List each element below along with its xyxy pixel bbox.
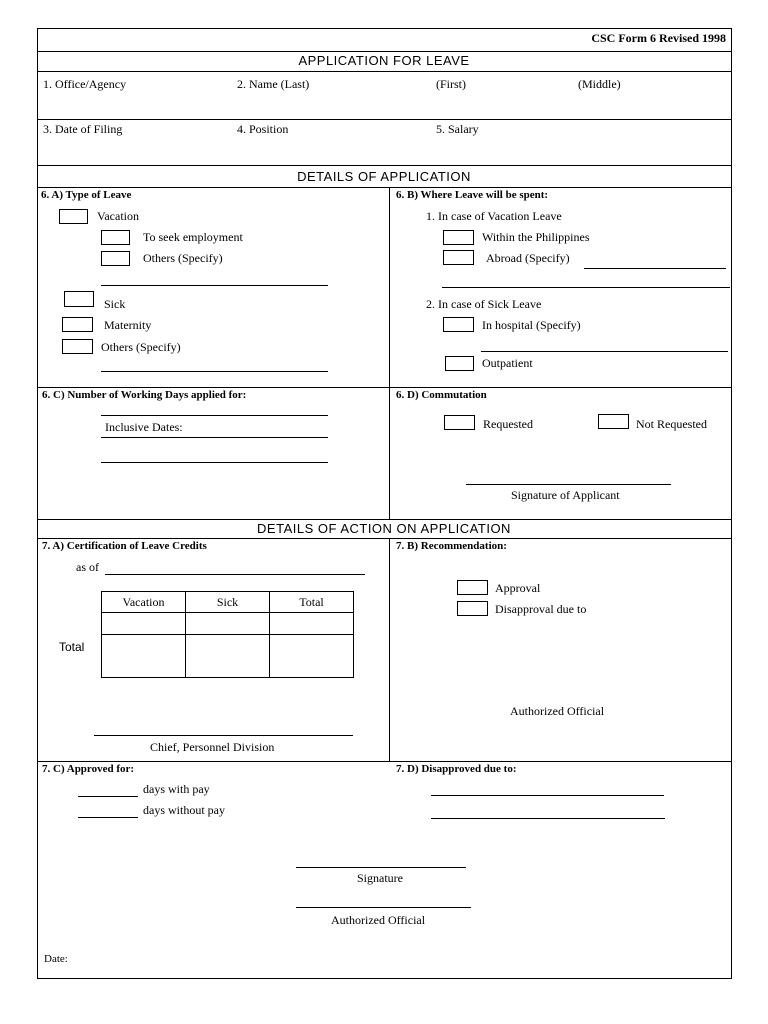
form-title: APPLICATION FOR LEAVE xyxy=(298,53,470,68)
row-total-label: Total xyxy=(59,640,85,654)
vacation-others-checkbox[interactable] xyxy=(101,251,130,266)
approval-checkbox[interactable] xyxy=(457,580,488,595)
chief-signature-line[interactable] xyxy=(94,735,353,736)
vacation-case-label: 1. In case of Vacation Leave xyxy=(426,209,562,223)
as-of-field[interactable] xyxy=(105,574,365,575)
col-total: Total xyxy=(270,592,354,613)
as-of-label: as of xyxy=(76,560,99,574)
vacation-checkbox[interactable] xyxy=(59,209,88,224)
cell-total-vacation[interactable] xyxy=(102,635,186,678)
label-date-filing: 3. Date of Filing xyxy=(43,122,123,136)
divider xyxy=(37,519,732,520)
official-signature-line[interactable] xyxy=(296,907,471,908)
divider xyxy=(37,71,732,72)
cell-vacation[interactable] xyxy=(102,613,186,635)
commutation-label: 6. D) Commutation xyxy=(396,389,487,401)
abroad-field-2[interactable] xyxy=(442,287,730,288)
leave-credits-table xyxy=(101,591,354,678)
divider xyxy=(37,187,732,188)
vacation-others-field[interactable] xyxy=(101,285,328,286)
abroad-label: Abroad (Specify) xyxy=(486,251,570,265)
hospital-checkbox[interactable] xyxy=(443,317,474,332)
disapproved-reason-field[interactable] xyxy=(431,795,664,796)
applicant-signature-label: Signature of Applicant xyxy=(511,488,620,502)
label-name-last: 2. Name (Last) xyxy=(237,77,310,91)
working-days-field[interactable] xyxy=(101,415,328,416)
within-philippines-label: Within the Philippines xyxy=(482,230,590,244)
outpatient-checkbox[interactable] xyxy=(445,356,474,371)
leave-others-checkbox[interactable] xyxy=(62,339,93,354)
label-salary: 5. Salary xyxy=(436,122,479,136)
approval-label: Approval xyxy=(495,581,541,595)
date-label: Date: xyxy=(44,953,68,965)
form-code: CSC Form 6 Revised 1998 xyxy=(591,31,726,45)
disapproved-label: 7. D) Disapproved due to: xyxy=(396,763,517,775)
seek-employment-checkbox[interactable] xyxy=(101,230,130,245)
requested-label: Requested xyxy=(483,417,533,431)
disapproved-reason-field-2[interactable] xyxy=(431,818,665,819)
recommendation-label: 7. B) Recommendation: xyxy=(396,540,507,552)
hospital-field[interactable] xyxy=(481,351,728,352)
outpatient-label: Outpatient xyxy=(482,356,533,370)
within-philippines-checkbox[interactable] xyxy=(443,230,474,245)
sick-case-label: 2. In case of Sick Leave xyxy=(426,297,542,311)
disapproval-checkbox[interactable] xyxy=(457,601,488,616)
divider xyxy=(37,51,732,52)
abroad-field[interactable] xyxy=(584,268,726,269)
section-title-application: DETAILS OF APPLICATION xyxy=(297,169,471,184)
official-label: Authorized Official xyxy=(331,913,426,927)
col-sick: Sick xyxy=(186,592,270,613)
col-vacation: Vacation xyxy=(102,592,186,613)
signature-label: Signature xyxy=(357,871,403,885)
column-divider xyxy=(389,538,390,761)
label-name-first: (First) xyxy=(436,77,466,91)
vacation-others-label: Others (Specify) xyxy=(143,251,223,265)
inclusive-dates-field-2[interactable] xyxy=(101,462,328,463)
recommendation-official-label: Authorized Official xyxy=(510,704,605,718)
maternity-checkbox[interactable] xyxy=(62,317,93,332)
column-divider xyxy=(389,187,390,519)
abroad-checkbox[interactable] xyxy=(443,250,474,265)
vacation-label: Vacation xyxy=(97,209,139,223)
not-requested-label: Not Requested xyxy=(636,417,707,431)
cell-total-sick[interactable] xyxy=(186,635,270,678)
days-without-pay-label: days without pay xyxy=(143,803,225,817)
hospital-label: In hospital (Specify) xyxy=(482,318,581,332)
cell-total[interactable] xyxy=(270,613,354,635)
divider xyxy=(37,165,732,166)
disapproval-label: Disapproval due to xyxy=(495,602,587,616)
approved-for-label: 7. C) Approved for: xyxy=(42,763,135,775)
divider xyxy=(37,119,732,120)
type-of-leave-label: 6. A) Type of Leave xyxy=(41,189,132,201)
leave-others-label: Others (Specify) xyxy=(101,340,181,354)
certification-label: 7. A) Certification of Leave Credits xyxy=(42,540,207,552)
applicant-signature-line[interactable] xyxy=(466,484,671,485)
leave-others-field[interactable] xyxy=(101,371,328,372)
where-spent-label: 6. B) Where Leave will be spent: xyxy=(396,189,549,201)
signature-line[interactable] xyxy=(296,867,466,868)
sick-label: Sick xyxy=(104,297,126,311)
label-name-middle: (Middle) xyxy=(578,77,621,91)
section-title-action: DETAILS OF ACTION ON APPLICATION xyxy=(257,521,511,536)
cell-sick[interactable] xyxy=(186,613,270,635)
label-office: 1. Office/Agency xyxy=(43,77,127,91)
sick-checkbox[interactable] xyxy=(64,291,94,307)
inclusive-dates-field[interactable] xyxy=(101,437,328,438)
not-requested-checkbox[interactable] xyxy=(598,414,629,429)
days-without-pay-field[interactable] xyxy=(78,817,138,818)
maternity-label: Maternity xyxy=(104,318,152,332)
chief-label: Chief, Personnel Division xyxy=(150,740,275,754)
divider xyxy=(37,538,732,539)
divider xyxy=(37,761,732,762)
working-days-label: 6. C) Number of Working Days applied for: xyxy=(42,389,247,401)
cell-total-total[interactable] xyxy=(270,635,354,678)
seek-employment-label: To seek employment xyxy=(143,230,243,244)
inclusive-dates-label: Inclusive Dates: xyxy=(105,420,183,434)
divider xyxy=(37,387,732,388)
requested-checkbox[interactable] xyxy=(444,415,475,430)
days-with-pay-label: days with pay xyxy=(143,782,210,796)
label-position: 4. Position xyxy=(237,122,289,136)
days-with-pay-field[interactable] xyxy=(78,796,138,797)
